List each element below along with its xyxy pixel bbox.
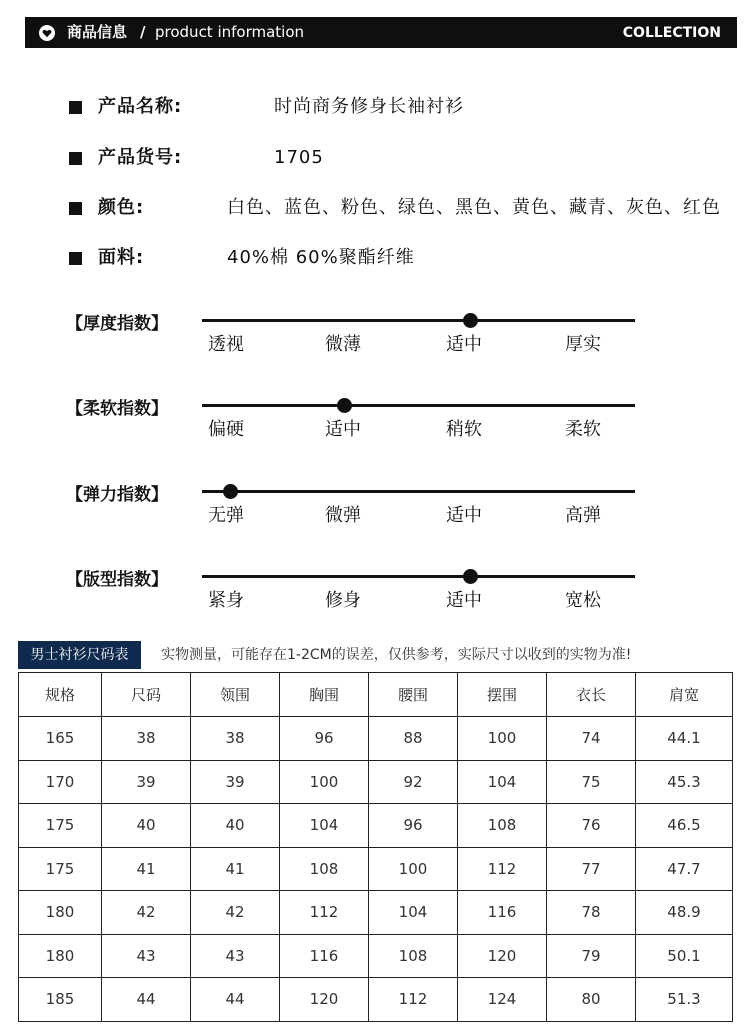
scale-line	[202, 490, 635, 493]
square-bullet-icon	[69, 152, 82, 165]
table-cell: 92	[369, 760, 458, 804]
table-cell: 40	[191, 804, 280, 848]
table-cell: 75	[547, 760, 636, 804]
table-cell: 185	[19, 978, 102, 1022]
size-table-badge: 男士衬衫尺码表	[18, 641, 141, 669]
header-collection: COLLECTION	[622, 25, 721, 41]
table-cell: 120	[280, 978, 369, 1022]
table-cell: 41	[191, 847, 280, 891]
header-title-en: product information	[155, 23, 305, 41]
table-cell: 40	[102, 804, 191, 848]
scale-option: 修身	[325, 590, 361, 611]
table-cell: 41	[102, 847, 191, 891]
info-label: 颜色:	[98, 197, 145, 218]
table-cell: 51.3	[636, 978, 733, 1022]
table-header-cell: 领围	[191, 673, 280, 717]
table-cell: 170	[19, 760, 102, 804]
table-cell: 42	[191, 891, 280, 935]
table-cell: 124	[458, 978, 547, 1022]
table-cell: 46.5	[636, 804, 733, 848]
table-row	[19, 847, 733, 891]
table-cell: 116	[458, 891, 547, 935]
scale-option: 透视	[208, 334, 244, 355]
scale-option: 紧身	[208, 590, 244, 611]
heart-icon	[39, 25, 55, 41]
table-cell: 42	[102, 891, 191, 935]
square-bullet-icon	[69, 101, 82, 114]
table-row	[19, 891, 733, 935]
table-row	[19, 804, 733, 848]
info-value: 1705	[274, 147, 324, 168]
table-header-cell: 摆围	[458, 673, 547, 717]
table-cell: 108	[280, 847, 369, 891]
info-label: 产品名称:	[98, 96, 183, 117]
scale-indicator-dot	[337, 398, 352, 413]
table-cell: 39	[102, 760, 191, 804]
scale-option: 柔软	[565, 419, 601, 440]
info-label: 面料:	[98, 247, 145, 268]
scale-option: 无弹	[208, 505, 244, 526]
scale-option: 适中	[446, 334, 482, 355]
table-header-cell: 衣长	[547, 673, 636, 717]
table-cell: 100	[280, 760, 369, 804]
table-cell: 104	[280, 804, 369, 848]
table-cell: 79	[547, 934, 636, 978]
table-cell: 120	[458, 934, 547, 978]
scale-title: 【版型指数】	[66, 570, 168, 590]
scale-option: 稍软	[446, 419, 482, 440]
scale-option: 厚实	[565, 334, 601, 355]
table-row	[19, 717, 733, 761]
table-header-cell: 肩宽	[636, 673, 733, 717]
table-cell: 100	[369, 847, 458, 891]
size-table-note: 实物测量，可能存在1-2CM的误差，仅供参考，实际尺寸以收到的实物为准!	[161, 647, 632, 663]
table-cell: 47.7	[636, 847, 733, 891]
table-cell: 175	[19, 804, 102, 848]
table-cell: 45.3	[636, 760, 733, 804]
table-cell: 74	[547, 717, 636, 761]
scale-option: 适中	[325, 419, 361, 440]
scale-title: 【弹力指数】	[66, 485, 168, 505]
table-row	[19, 760, 733, 804]
header-slash: /	[140, 23, 146, 41]
info-value: 40%棉 60%聚酯纤维	[227, 247, 415, 268]
scale-title: 【柔软指数】	[66, 399, 168, 419]
table-cell: 116	[280, 934, 369, 978]
table-header-row	[19, 673, 733, 717]
table-cell: 44	[191, 978, 280, 1022]
scale-line	[202, 575, 635, 578]
table-cell: 104	[458, 760, 547, 804]
info-value: 白色、蓝色、粉色、绿色、黑色、黄色、藏青、灰色、红色	[227, 197, 721, 218]
table-cell: 175	[19, 847, 102, 891]
square-bullet-icon	[69, 252, 82, 265]
table-cell: 100	[458, 717, 547, 761]
table-cell: 180	[19, 934, 102, 978]
table-cell: 50.1	[636, 934, 733, 978]
table-cell: 96	[369, 804, 458, 848]
scale-indicator-dot	[223, 484, 238, 499]
table-header-cell: 腰围	[369, 673, 458, 717]
table-cell: 38	[191, 717, 280, 761]
table-cell: 80	[547, 978, 636, 1022]
header-title-cn: 商品信息	[67, 23, 128, 41]
scale-option: 高弹	[565, 505, 601, 526]
scale-option: 适中	[446, 505, 482, 526]
header-bar	[25, 17, 737, 48]
table-cell: 112	[458, 847, 547, 891]
table-cell: 108	[369, 934, 458, 978]
table-cell: 78	[547, 891, 636, 935]
table-cell: 112	[280, 891, 369, 935]
table-header-cell: 尺码	[102, 673, 191, 717]
table-cell: 43	[102, 934, 191, 978]
scale-line	[202, 319, 635, 322]
table-header-cell: 胸围	[280, 673, 369, 717]
table-cell: 88	[369, 717, 458, 761]
table-cell: 44.1	[636, 717, 733, 761]
table-cell: 43	[191, 934, 280, 978]
table-header-cell: 规格	[19, 673, 102, 717]
scale-indicator-dot	[463, 569, 478, 584]
table-row	[19, 978, 733, 1022]
scale-indicator-dot	[463, 313, 478, 328]
scale-option: 微薄	[325, 334, 361, 355]
info-label: 产品货号:	[98, 147, 183, 168]
table-cell: 104	[369, 891, 458, 935]
scale-option: 适中	[446, 590, 482, 611]
table-cell: 76	[547, 804, 636, 848]
table-cell: 48.9	[636, 891, 733, 935]
scale-option: 微弹	[325, 505, 361, 526]
scale-option: 宽松	[565, 590, 601, 611]
info-value: 时尚商务修身长袖衬衫	[274, 96, 464, 117]
table-cell: 39	[191, 760, 280, 804]
table-cell: 77	[547, 847, 636, 891]
table-cell: 108	[458, 804, 547, 848]
table-cell: 44	[102, 978, 191, 1022]
table-cell: 96	[280, 717, 369, 761]
table-cell: 112	[369, 978, 458, 1022]
scale-option: 偏硬	[208, 419, 244, 440]
table-cell: 180	[19, 891, 102, 935]
scale-title: 【厚度指数】	[66, 314, 168, 334]
scale-line	[202, 404, 635, 407]
table-cell: 38	[102, 717, 191, 761]
size-table	[18, 672, 733, 1022]
table-cell: 165	[19, 717, 102, 761]
square-bullet-icon	[69, 202, 82, 215]
table-row	[19, 934, 733, 978]
